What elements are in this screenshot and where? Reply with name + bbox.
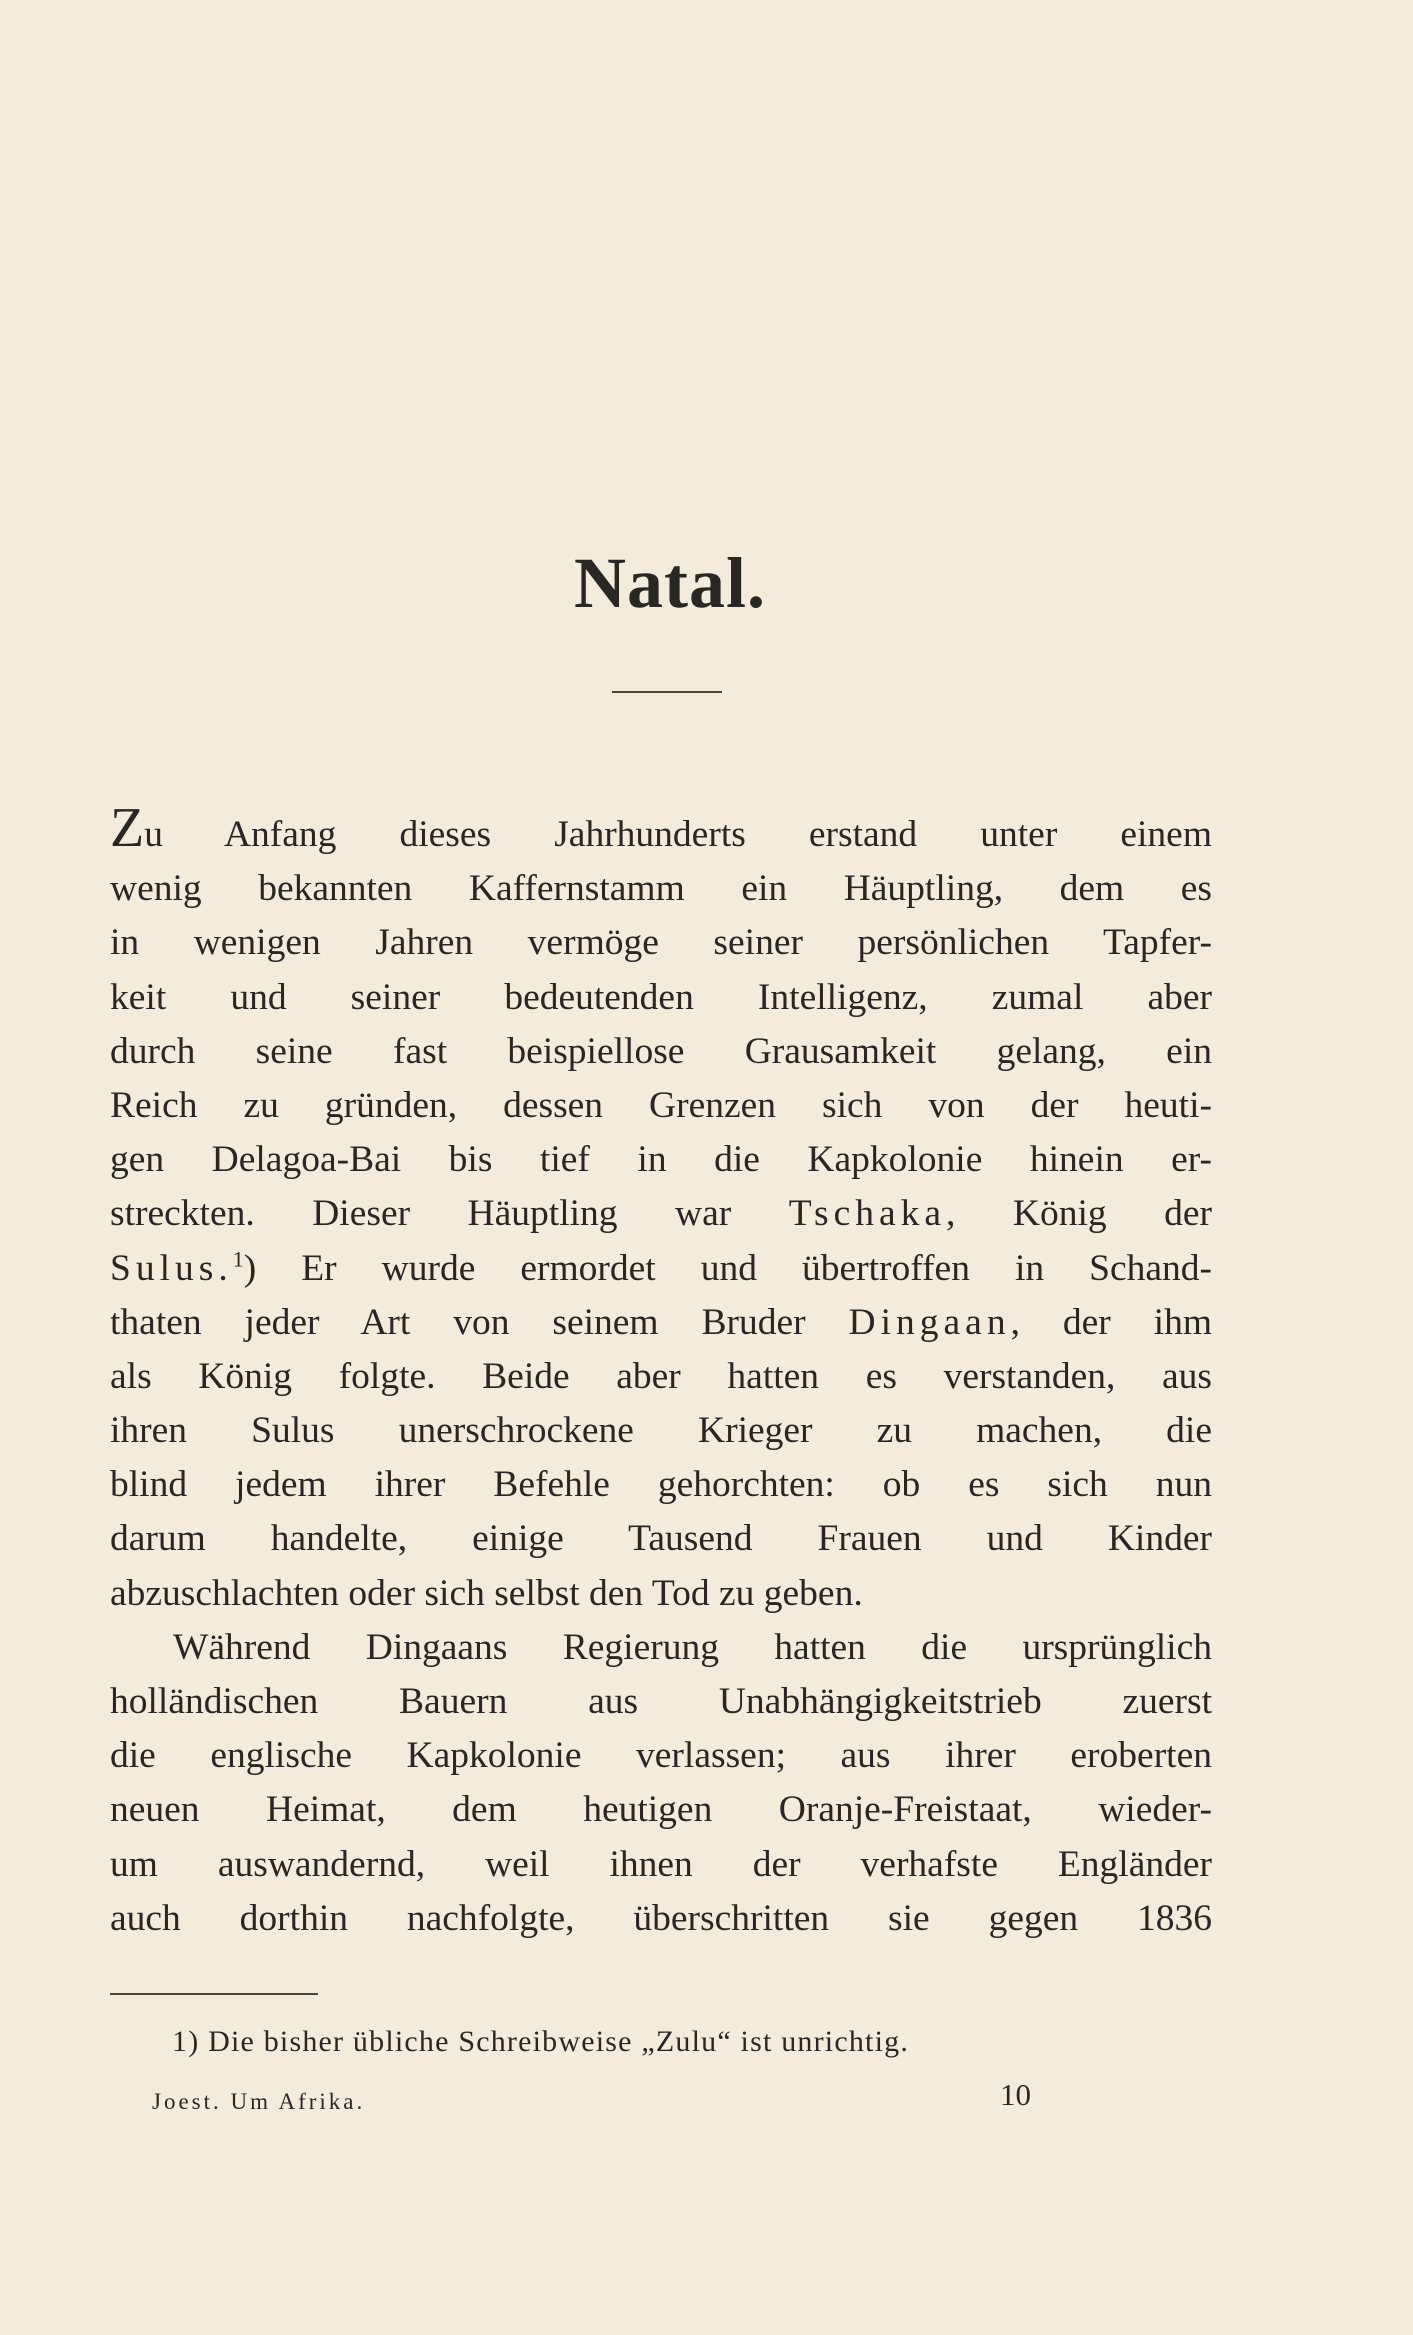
spaced-name: Sulus.: [110, 1247, 233, 1289]
drop-cap: Z: [110, 797, 145, 859]
text-line: [110, 1729, 1212, 1783]
text-line: [110, 862, 1212, 916]
text-line: [110, 1892, 1212, 1946]
spaced-name: Tschaka: [788, 1193, 947, 1235]
line-text: gen Delagoa-Bai bis tief in die Kapkolonie hinein er-: [110, 1139, 1212, 1181]
text-line: [110, 1838, 1212, 1892]
line-text: Während Dingaans Regierung hatten die ursprünglich: [173, 1626, 1212, 1668]
footnote-divider: [110, 1993, 318, 1995]
line-text: , König der: [946, 1193, 1212, 1235]
line-text: ihren Sulus unerschrockene Krieger zu machen, die: [110, 1410, 1212, 1452]
text-line: [110, 1350, 1212, 1404]
text-line: [110, 1133, 1212, 1187]
line-text: streckten. Dieser Häuptling war: [110, 1193, 789, 1235]
text-line: [110, 1404, 1212, 1458]
line-text: blind jedem ihrer Befehle gehorchten: ob es sich nun: [110, 1464, 1212, 1506]
text-line: [110, 1675, 1212, 1729]
line-text: holländischen Bauern aus Unabhängigkeitstrieb zuerst: [110, 1681, 1212, 1722]
line-text: Reich zu gründen, dessen Grenzen sich von der heuti-: [110, 1084, 1212, 1126]
line-text: thaten jeder Art von seinem Bruder: [110, 1301, 849, 1343]
text-line: [110, 1458, 1212, 1512]
text-line: [110, 1783, 1212, 1837]
line-text: , der ihm: [1010, 1301, 1212, 1343]
line-text: darum handelte, einige Tausend Frauen und Kinder: [110, 1518, 1212, 1560]
text-line: [110, 971, 1212, 1025]
footnote: 1) Die bisher übliche Schreibweise „Zulu“ ist unrichtig.: [172, 2025, 910, 2058]
page-number: 10: [1000, 2077, 1031, 2112]
line-text: u Anfang dieses Jahrhunderts erstand unter einem: [144, 814, 1212, 855]
text-line: [110, 1079, 1212, 1133]
text-line: [110, 1296, 1212, 1350]
text-line: [110, 1512, 1212, 1566]
line-text: durch seine fast beispiellose Grausamkeit gelang, ein: [110, 1030, 1212, 1072]
printer-signature: Joest. Um Afrika.: [152, 2089, 366, 2114]
text-line: [110, 797, 1212, 862]
title-divider: [612, 691, 722, 693]
line-text: die englische Kapkolonie verlassen; aus ihrer eroberten: [110, 1735, 1212, 1777]
text-line: [110, 1567, 1212, 1621]
text-line: [110, 1621, 1212, 1675]
text-line: [110, 1187, 1212, 1241]
line-text: auch dorthin nachfolgte, überschritten sie gegen 1836: [110, 1897, 1212, 1939]
line-text: wenig bekannten Kaffernstamm ein Häuptling, dem es: [110, 868, 1212, 910]
line-text: um auswandernd, weil ihnen der verhafste Engländer: [110, 1843, 1212, 1885]
line-text: in wenigen Jahren vermöge seiner persönlichen Tapfer-: [110, 922, 1212, 964]
text-line: [110, 1025, 1212, 1079]
footnote-marker: 1: [232, 1246, 244, 1271]
line-text: neuen Heimat, dem heutigen Oranje-Freistaat, wieder-: [110, 1789, 1212, 1831]
line-text: als König folgte. Beide aber hatten es verstanden, aus: [110, 1355, 1212, 1397]
chapter-title: Natal.: [574, 543, 766, 624]
spaced-name: Dingaan: [848, 1301, 1011, 1343]
body-text: [110, 797, 1212, 1946]
line-text: ) Er wurde ermordet und übertroffen in Schand-: [243, 1247, 1212, 1289]
line-text: keit und seiner bedeutenden Intelligenz, zumal aber: [110, 976, 1212, 1018]
text-line: [110, 916, 1212, 970]
line-text: abzuschlachten oder sich selbst den Tod zu geben.: [110, 1572, 863, 1614]
text-line: [110, 1242, 1212, 1296]
